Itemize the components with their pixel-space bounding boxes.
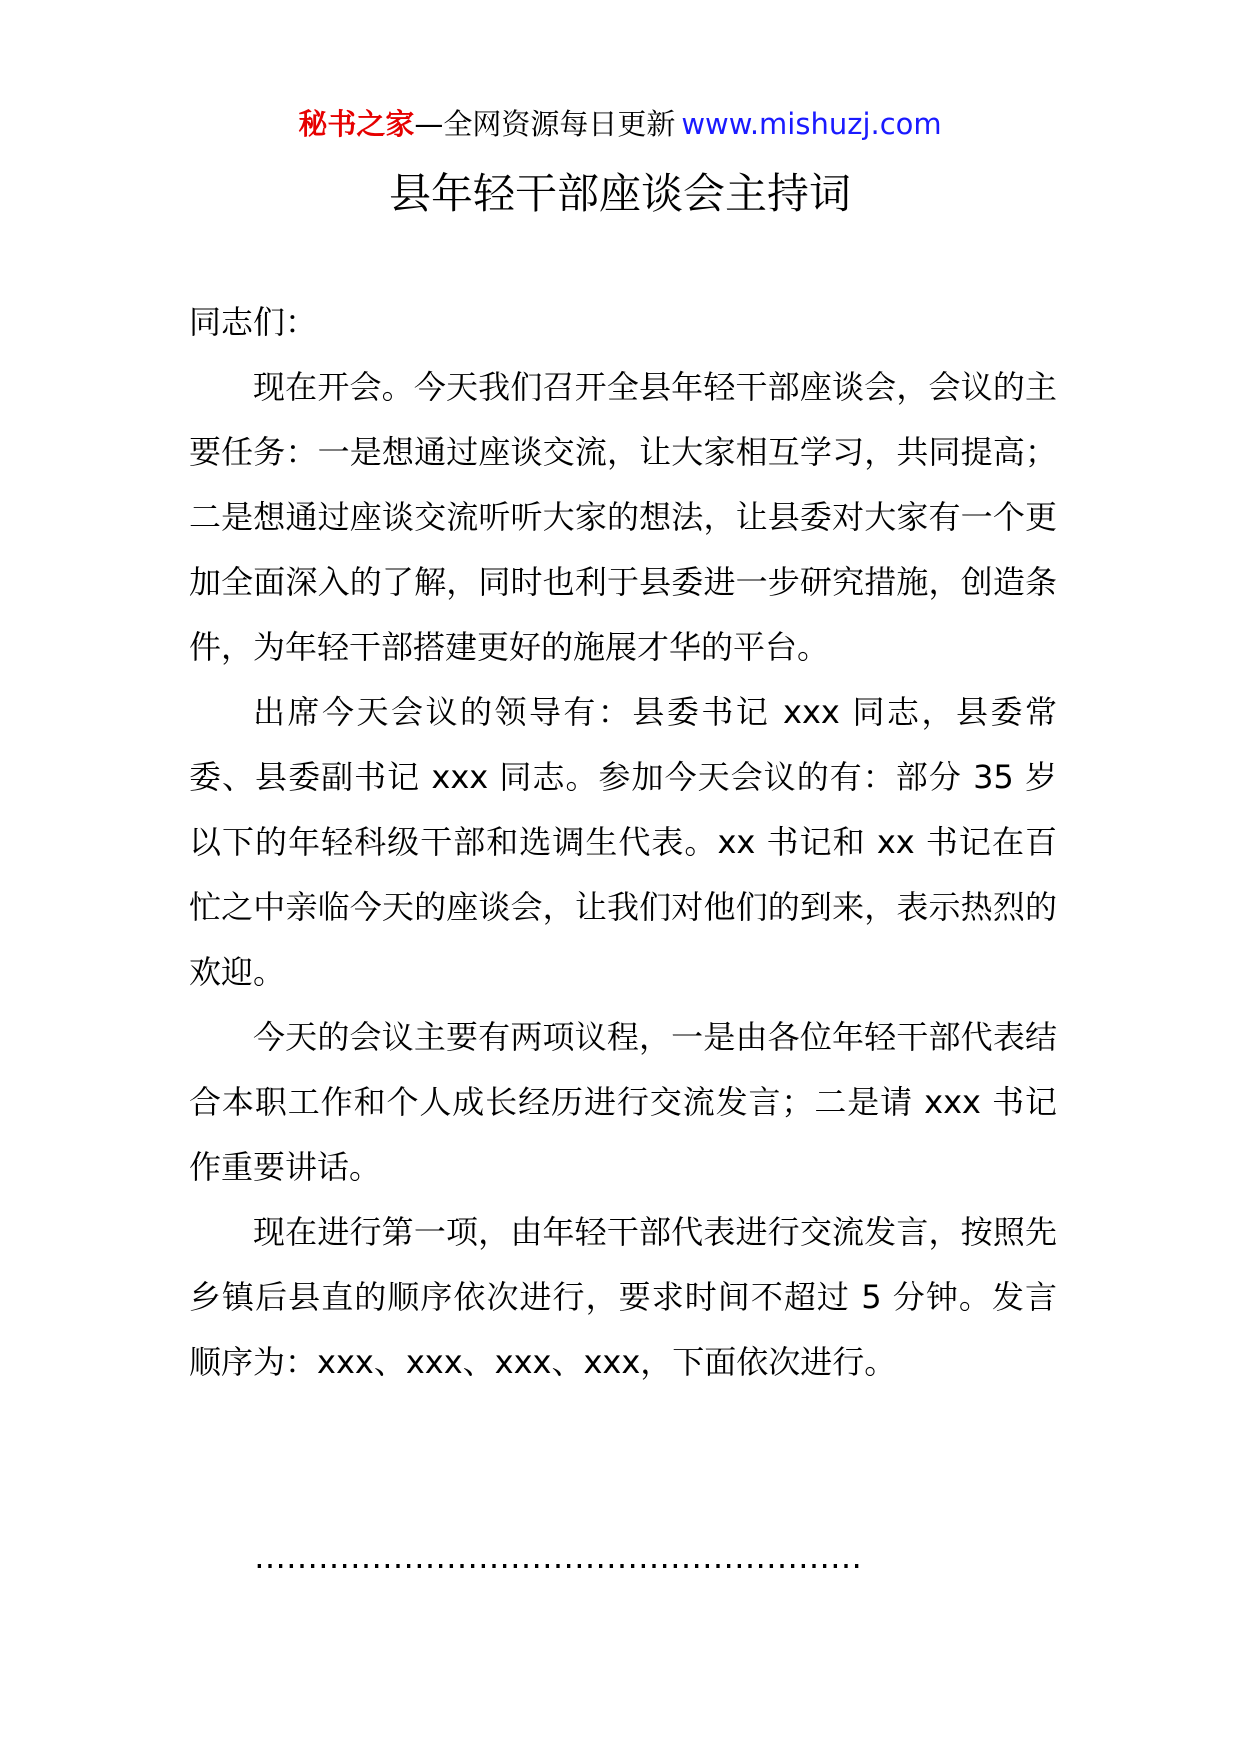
site-header: [0, 104, 1240, 144]
site-url[interactable]: www.mishuzj.com: [681, 107, 942, 141]
document-body: [189, 290, 1057, 1395]
greeting: 同志们：: [189, 303, 318, 341]
paragraph-attendees: 出席今天会议的领导有：县委书记 xxx 同志，县委常委、县委副书记 xxx 同志。参加今天会议的有：部分 35 岁以下的年轻科级干部和选调生代表。xx 书记和 xx 书记在百忙之中亲临今天的座谈会，让我们对他们的到来，表示热烈的欢迎。: [189, 693, 1057, 991]
paragraph-first-item: 现在进行第一项，由年轻干部代表进行交流发言，按照先乡镇后县直的顺序依次进行，要求时间不超过 5 分钟。发言顺序为：xxx、xxx、xxx、xxx，下面依次进行。: [189, 1213, 1057, 1381]
header-tagline: —全网资源每日更新: [414, 107, 676, 141]
brand-name: 秘书之家: [298, 107, 415, 141]
paragraph-agenda: 今天的会议主要有两项议程，一是由各位年轻干部代表结合本职工作和个人成长经历进行交流发言；二是请 xxx 书记作重要讲话。: [189, 1018, 1057, 1186]
document-title: 县年轻干部座谈会主持词: [388, 169, 851, 218]
ellipsis-line: …………………………………………………: [254, 1538, 862, 1576]
paragraph-opening: 现在开会。今天我们召开全县年轻干部座谈会，会议的主要任务：一是想通过座谈交流，让大家相互学习，共同提高；二是想通过座谈交流听听大家的想法，让县委对大家有一个更加全面深入的了解，同时也利于县委进一步研究措施，创造条件，为年轻干部搭建更好的施展才华的平台。: [189, 368, 1057, 666]
